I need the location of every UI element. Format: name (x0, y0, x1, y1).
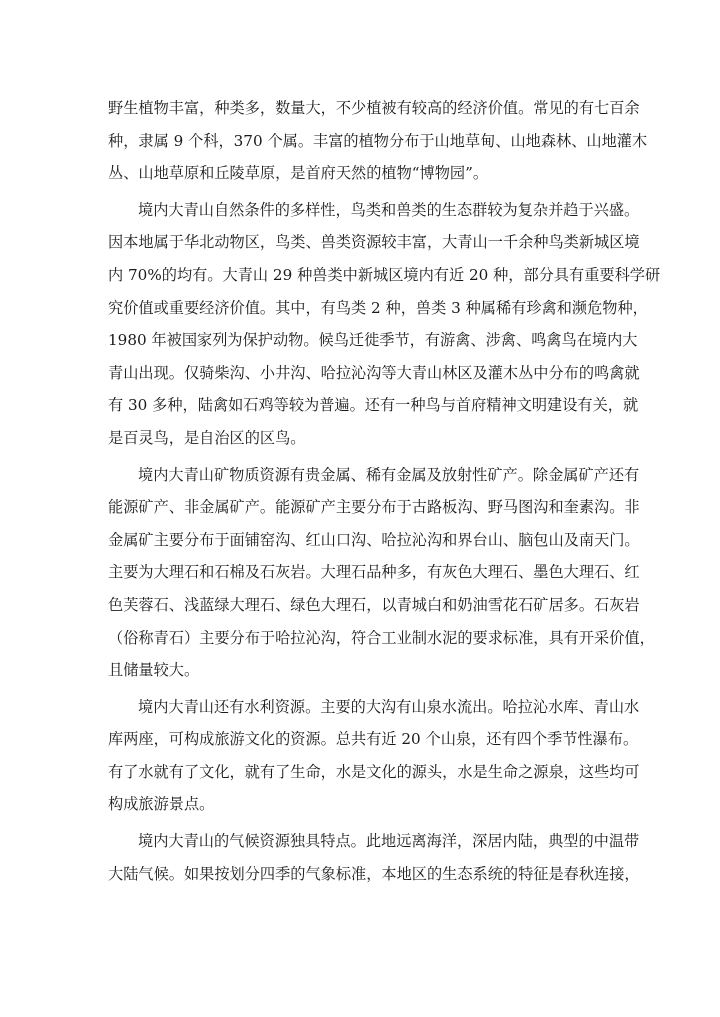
text-line: 金属矿主要分布于面铺窑沟、红山口沟、哈拉沁沟和界台山、脑包山及南天门。 (108, 530, 640, 549)
text-line: 1980 年被国家列为保护动物。候鸟迁徙季节，有游禽、涉禽、鸣禽鸟在境内大 (108, 331, 638, 350)
text-line: 内 70%的均有。大青山 29 种兽类中新城区境内有近 20 种，部分具有重要科学研 (108, 265, 661, 284)
text-line: 库两座，可构成旅游文化的资源。总共有近 20 个山泉，还有四个季节性瀑布。 (108, 730, 639, 749)
text-line: 主要为大理石和石棉及石灰岩。大理石品种多，有灰色大理石、墨色大理石、红 (108, 563, 640, 582)
paragraph-animals (108, 194, 661, 455)
text-line: （俗称青石）主要分布于哈拉沁沟，符合工业制水泥的要求标准，具有开采价值， (108, 628, 655, 647)
text-line: 能源矿产、非金属矿产。能源矿产主要分布于古路板沟、野马图沟和奎素沟。非 (108, 498, 640, 517)
paragraph-water (108, 691, 640, 821)
paragraph-minerals (108, 459, 655, 687)
text-line: 有了水就有了文化，就有了生命，水是文化的源头，水是生命之源泉，这些均可 (108, 762, 640, 781)
paragraph-plants (108, 92, 648, 190)
text-line: 野生植物丰富，种类多，数量大，不少植被有较高的经济价值。常见的有七百余 (108, 99, 640, 117)
text-line: 青山出现。仅骑柴沟、小井沟、哈拉沁沟等大青山林区及灌木丛中分布的鸣禽就 (108, 363, 640, 382)
text-line: 究价值或重要经济价值。其中，有鸟类 2 种，兽类 3 种属稀有珍禽和濒危物种， (108, 298, 648, 317)
text-line: 境内大青山的气候资源独具特点。此地远离海洋，深居内陆，典型的中温带 (138, 832, 640, 851)
paragraph-climate (108, 825, 640, 890)
text-line: 大陆气候。如果按划分四季的气象标准，本地区的生态系统的特征是春秋连接， (108, 864, 640, 883)
text-line: 丛、山地草原和丘陵草原，是首府天然的植物“博物园”。 (108, 164, 489, 183)
text-line: 是百灵鸟，是自治区的区鸟。 (108, 428, 306, 447)
text-line: 境内大青山还有水利资源。主要的大沟有山泉水流出。哈拉沁水库、青山水 (138, 697, 640, 716)
text-line: 有 30 多种，陆禽如石鸡等较为普遍。还有一种鸟与首府精神文明建设有关，就 (108, 396, 639, 415)
text-line: 构成旅游景点。 (108, 795, 215, 814)
text-line: 因本地属于华北动物区，鸟类、兽类资源较丰富，大青山一千余种鸟类新城区境 (108, 233, 640, 252)
document-page (108, 92, 661, 890)
text-line: 色芙蓉石、浅蓝绿大理石、绿色大理石，以青城白和奶油雪花石矿居多。石灰岩 (108, 595, 640, 614)
text-line: 且储量较大。 (108, 661, 200, 680)
text-line: 种，隶属 9 个科，370 个属。丰富的植物分布于山地草甸、山地森林、山地灌木 (108, 131, 648, 150)
text-line: 境内大青山自然条件的多样性，鸟类和兽类的生态群较为复杂并趋于兴盛。 (138, 200, 640, 219)
text-line: 境内大青山矿物质资源有贵金属、稀有金属及放射性矿产。除金属矿产还有 (138, 465, 640, 484)
